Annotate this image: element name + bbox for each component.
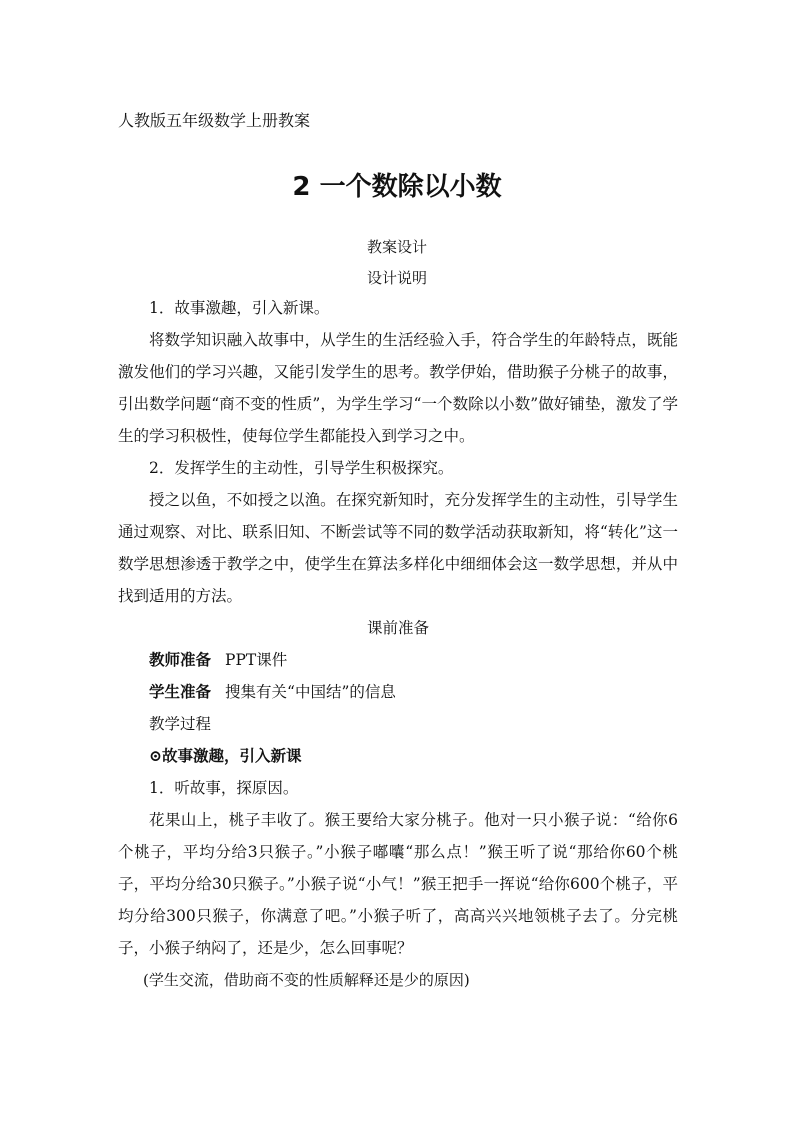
teacher-preparation-value: PPT课件	[225, 651, 288, 669]
document-body	[118, 292, 678, 996]
design-point-1-text: 将数学知识融入故事中，从学生的生活经验入手，符合学生的年龄特点，既能激发他们的学习兴趣，又能引发学生的思考。教学伊始，借助猴子分桃子的故事，引出数学问题“商不变的性质”，为学生学习“一个数除以小数”做好铺垫，激发了学生的学习积极性，使每位学生都能投入到学习之中。	[118, 331, 678, 445]
step-1-subheading: 1．听故事，探原因。	[149, 779, 299, 797]
student-preparation-value: 搜集有关“中国结”的信息	[225, 683, 396, 701]
document-header: 人教版五年级数学上册教案	[118, 111, 311, 130]
student-preparation	[118, 676, 678, 708]
section-title-lesson-design: 教案设计	[366, 238, 427, 256]
student-preparation-label: 学生准备	[149, 682, 212, 701]
step-1-heading: ⊙故事激趣，引入新课	[149, 746, 302, 765]
story-text: 花果山上，桃子丰收了。猴王要给大家分桃子。他对一只小猴子说：“给你6个桃子，平均分给3只猴子。”小猴子嘟囔“那么点！”猴王听了说“那给你60个桃子，平均分给30只猴子。”小猴子说“小气！”猴王把手一挥说“给你600个桃子，平均分给300只猴子，你满意了吧。”小猴子听了，高高兴兴地领桃子去了。分完桃子，小猴子纳闷了，还是少，怎么回事呢？	[118, 811, 678, 957]
section-title-design-notes: 设计说明	[366, 269, 427, 287]
design-point-2-heading: 2．发挥学生的主动性，引导学生积极探究。	[149, 459, 454, 477]
teaching-note: (学生交流，借助商不变的性质解释还是少的原因)	[143, 971, 470, 989]
section-title-process: 教学过程	[149, 715, 212, 733]
teacher-preparation-label: 教师准备	[149, 650, 212, 669]
section-title-preparation: 课前准备	[366, 619, 429, 637]
design-point-1-heading: 1．故事激趣，引入新课。	[149, 299, 330, 317]
teacher-preparation	[118, 644, 678, 676]
page-title: 2 一个数除以小数	[292, 172, 502, 202]
design-point-2-text: 授之以鱼，不如授之以渔。在探究新知时，充分发挥学生的主动性，引导学生通过观察、对比、联系旧知、不断尝试等不同的数学活动获取新知，将“转化”这一数学思想渗透于教学之中，使学生在算法多样化中细细体会这一数学思想，并从中找到适用的方法。	[118, 491, 678, 605]
